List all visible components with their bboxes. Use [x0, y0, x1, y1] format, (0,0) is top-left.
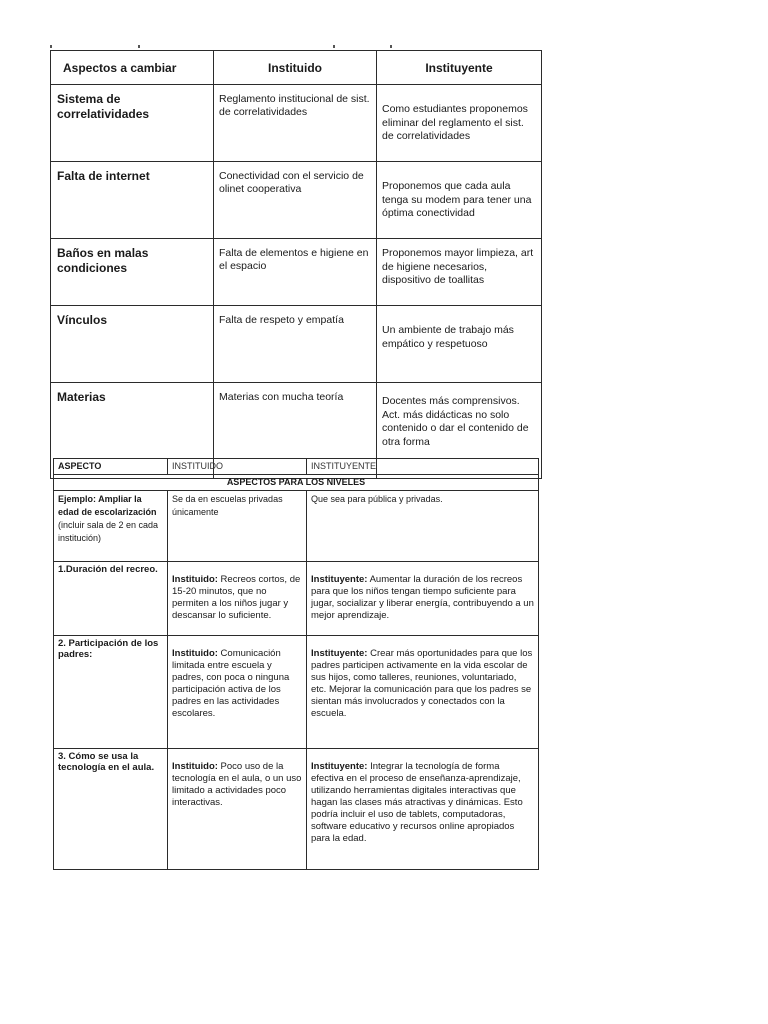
- aspect-cell: Falta de internet: [51, 162, 214, 239]
- instituyente-cell: Proponemos mayor limpieza, art de higiene necesarios, dispositivo de toallitas: [377, 239, 542, 306]
- instituyente-text: Crear más oportunidades para que los padres participen activamente en la vida escolar de sus hijos, como talleres, reuniones, voluntariado, etc. Mejorar la comunicación para que los padres se sientan más involucrados y conectados con la escuela.: [311, 648, 533, 719]
- table-header-row: [51, 51, 542, 85]
- crop-mark: [50, 45, 52, 48]
- aspect-cell: Materias: [51, 383, 214, 479]
- example-instituido-cell: Se da en escuelas privadas únicamente: [168, 491, 307, 562]
- column-header-instituyente: INSTITUYENTE: [307, 459, 539, 475]
- instituyente-text: Integrar la tecnología de forma efectiva en el proceso de enseñanza-aprendizaje, utilizando herramientas digitales interactivas que hagan las clases más atractivas y dinámicas. Esto podría incluir el uso de tablets, computadoras, software educativo y recursos online apropiados para la edad.: [311, 761, 523, 844]
- instituido-cell: Materias con mucha teoría: [214, 383, 377, 479]
- instituyente-label: Instituyente:: [311, 574, 368, 585]
- crop-mark: [390, 45, 392, 48]
- table-aspectos-niveles: [53, 458, 539, 870]
- instituyente-cell: Como estudiantes proponemos eliminar del reglamento el sist. de correlatividades: [377, 85, 542, 162]
- table-aspectos-institucionales: [50, 50, 542, 479]
- instituido-cell: [168, 636, 307, 749]
- table-row: [54, 562, 539, 636]
- example-aspect-cell: [54, 491, 168, 562]
- crop-mark: [138, 45, 140, 48]
- column-header-aspecto: ASPECTO: [54, 459, 168, 475]
- table-row: [51, 162, 542, 239]
- instituyente-cell: Un ambiente de trabajo más empático y respetuoso: [377, 306, 542, 383]
- table-header-row: [54, 459, 539, 475]
- instituyente-label: Instituyente:: [311, 648, 368, 659]
- example-label: Ejemplo: Ampliar la edad de escolarización: [58, 494, 157, 517]
- instituyente-cell: [307, 749, 539, 870]
- section-title: ASPECTOS PARA LOS NIVELES: [54, 475, 539, 491]
- instituido-cell: [168, 749, 307, 870]
- section-title-row: [54, 475, 539, 491]
- table-row: [51, 85, 542, 162]
- table-row: [54, 749, 539, 870]
- example-row: [54, 491, 539, 562]
- instituido-cell: [168, 562, 307, 636]
- instituido-cell: Falta de elementos e higiene en el espacio: [214, 239, 377, 306]
- instituido-text: Comunicación limitada entre escuela y padres, con poca o ninguna participación activa de los padres en las actividades escolares.: [172, 648, 290, 719]
- instituyente-label: Instituyente:: [311, 761, 368, 772]
- instituido-cell: Conectividad con el servicio de olinet cooperativa: [214, 162, 377, 239]
- column-header-aspectos: Aspectos a cambiar: [51, 51, 214, 85]
- instituido-label: Instituido:: [172, 648, 218, 659]
- instituyente-cell: [307, 636, 539, 749]
- instituido-text: Recreos cortos, de 15-20 minutos, que no permiten a los niños jugar y descansar lo suficiente.: [172, 574, 301, 621]
- example-instituyente-cell: Que sea para pública y privadas.: [307, 491, 539, 562]
- column-header-instituido: Instituido: [214, 51, 377, 85]
- instituyente-cell: Proponemos que cada aula tenga su modem para tener una óptima conectividad: [377, 162, 542, 239]
- instituido-label: Instituido:: [172, 574, 218, 585]
- aspect-cell: 3. Cómo se usa la tecnología en el aula.: [54, 749, 168, 870]
- column-header-instituido: INSTITUIDO: [168, 459, 307, 475]
- table-row: [54, 636, 539, 749]
- instituido-cell: Reglamento institucional de sist. de correlatividades: [214, 85, 377, 162]
- table-row: [51, 306, 542, 383]
- instituido-label: Instituido:: [172, 761, 218, 772]
- column-header-instituyente: Instituyente: [377, 51, 542, 85]
- example-note: (incluir sala de 2 en cada institución): [58, 520, 159, 543]
- aspect-cell: Baños en malas condiciones: [51, 239, 214, 306]
- aspect-cell: Vínculos: [51, 306, 214, 383]
- instituyente-text: Aumentar la duración de los recreos para que los niños tengan tiempo suficiente para jugar, socializar y liberar energía, contribuyendo a un mejor aprendizaje.: [311, 574, 534, 621]
- aspect-cell: 2. Participación de los padres:: [54, 636, 168, 749]
- instituyente-cell: [307, 562, 539, 636]
- instituyente-cell: Docentes más comprensivos. Act. más didácticas no solo contenido o dar el contenido de otra forma: [377, 383, 542, 479]
- instituido-cell: Falta de respeto y empatía: [214, 306, 377, 383]
- table-row: [51, 239, 542, 306]
- aspect-cell: Sistema de correlatividades: [51, 85, 214, 162]
- aspect-cell: 1.Duración del recreo.: [54, 562, 168, 636]
- crop-mark: [333, 45, 335, 48]
- instituido-text: Poco uso de la tecnología en el aula, o un uso limitado a actividades poco interactivas.: [172, 761, 302, 808]
